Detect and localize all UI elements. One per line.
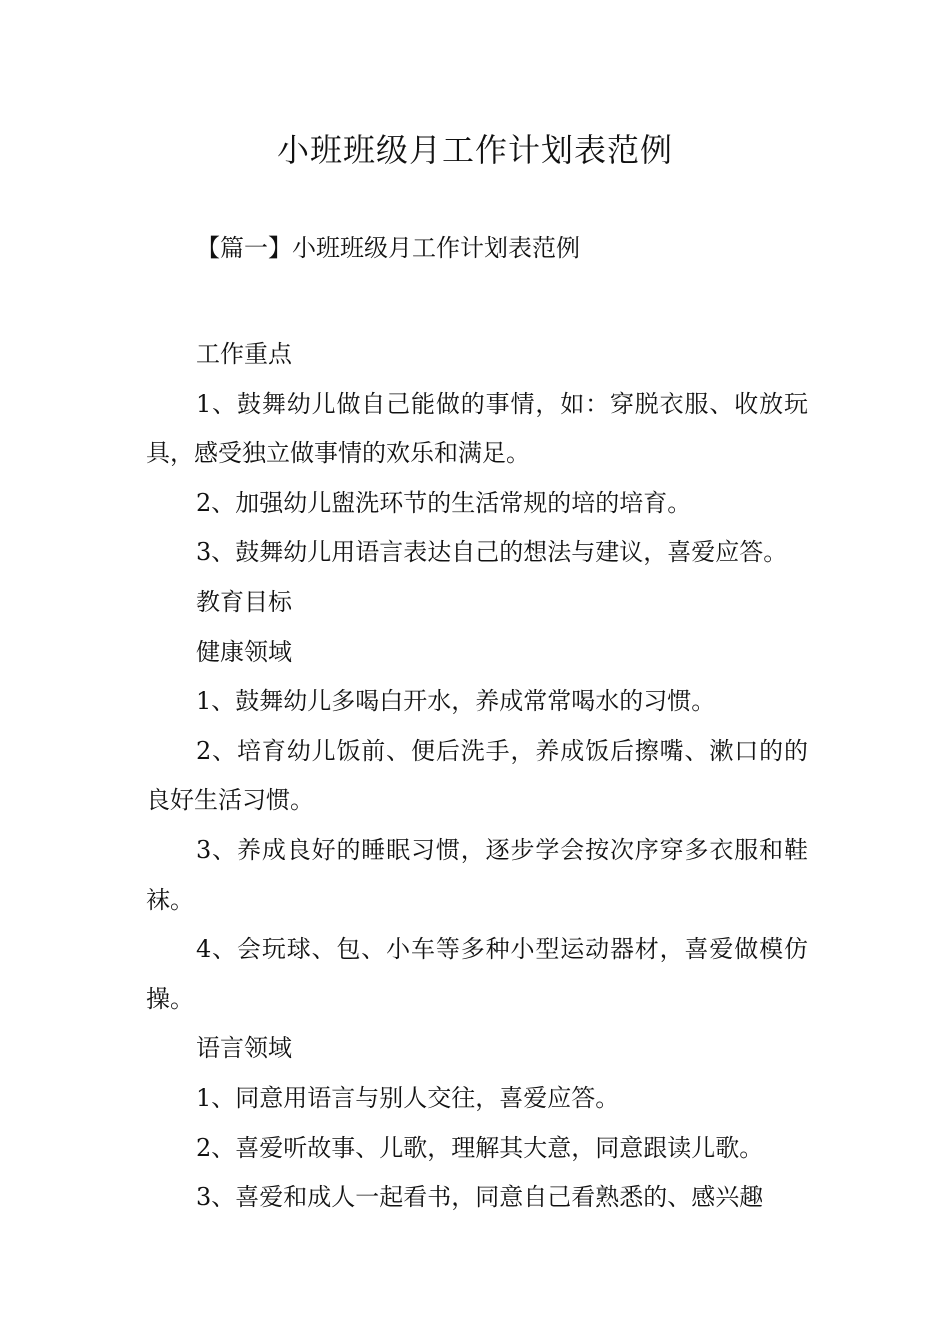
heading-language-domain: 语言领域 bbox=[196, 1034, 292, 1063]
section-title: 【篇一】小班班级月工作计划表范例 bbox=[196, 234, 580, 262]
paragraph: 1、同意用语言与别人交往，喜爱应答。 bbox=[196, 1083, 620, 1112]
paragraph: 3、鼓舞幼儿用语言表达自己的想法与建议，喜爱应答。 bbox=[196, 538, 788, 567]
paragraph: 2、加强幼儿盥洗环节的生活常规的培的培育。 bbox=[196, 488, 692, 517]
paragraph: 1、鼓舞幼儿做自己能做的事情，如：穿脱衣服、收放玩具，感受独立做事情的欢乐和满足。 bbox=[146, 389, 808, 468]
paragraph: 3、养成良好的睡眠习惯，逐步学会按次序穿多衣服和鞋袜。 bbox=[146, 835, 808, 914]
document-body bbox=[146, 330, 808, 1223]
heading-health-domain: 健康领域 bbox=[196, 637, 292, 666]
paragraph: 2、喜爱听故事、儿歌，理解其大意，同意跟读儿歌。 bbox=[196, 1133, 764, 1162]
heading-work-focus: 工作重点 bbox=[196, 340, 292, 368]
heading-education-goals: 教育目标 bbox=[196, 587, 292, 616]
paragraph: 3、喜爱和成人一起看书，同意自己看熟悉的、感兴趣 bbox=[196, 1183, 764, 1212]
paragraph: 2、培育幼儿饭前、便后洗手，养成饭后擦嘴、漱口的的良好生活习惯。 bbox=[146, 736, 808, 815]
paragraph: 1、鼓舞幼儿多喝白开水，养成常常喝水的习惯。 bbox=[196, 687, 716, 716]
paragraph: 4、会玩球、包、小车等多种小型运动器材，喜爱做模仿操。 bbox=[146, 935, 808, 1013]
document-title: 小班班级月工作计划表范例 bbox=[276, 131, 673, 169]
